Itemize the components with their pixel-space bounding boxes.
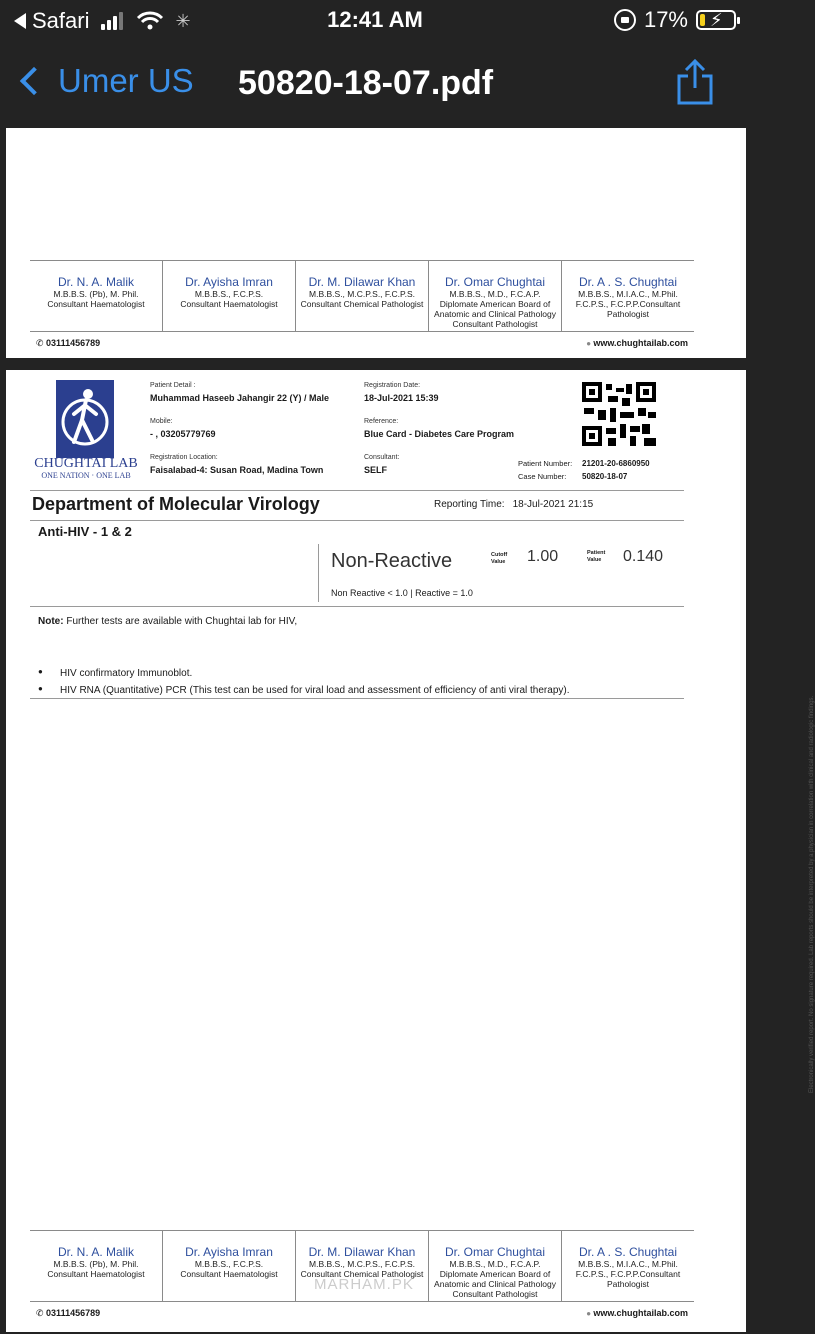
pdf-page-previous[interactable] xyxy=(6,128,746,358)
back-button-label: Umer US xyxy=(58,62,194,99)
cutoff-value: 1.00 xyxy=(527,548,559,565)
contact-website: ● www.chughtailab.com xyxy=(586,338,688,349)
patient-number: 21201-20-6860950 xyxy=(582,459,650,468)
list-item: ● HIV RNA (Quantitative) PCR (This test can be used for viral load and assessment of efficiency of anti viral therapy). xyxy=(38,685,569,696)
case-number-label: Case Number: xyxy=(518,472,567,481)
doctor-card: Dr. N. A. Malik M.B.B.S. (Pb), M. Phil. Consultant Haematologist xyxy=(30,261,163,331)
patient-mobile: Mobile: - , 03205779769 xyxy=(150,418,216,439)
note: Note: Further tests are available with Chughtai lab for HIV, xyxy=(38,616,298,627)
back-button[interactable] xyxy=(16,62,194,100)
result-panel xyxy=(318,544,684,602)
test-result: Non-Reactive xyxy=(331,550,453,572)
contact-phone: ✆ 03111456789 xyxy=(36,338,101,348)
status-time: 12:41 AM xyxy=(327,7,423,32)
doctor-card: Dr. A . S. Chughtai M.B.B.S., M.I.A.C., M.Phil. F.C.P.S., F.C.P.P.Consultant Pathologist xyxy=(575,1245,681,1289)
department-title: Department of Molecular Virology xyxy=(32,494,320,514)
doctor-card: Dr. A . S. Chughtai M.B.B.S., M.I.A.C., M.Phil. F.C.P.S., F.C.P.P.Consultant Pathologist xyxy=(575,275,681,319)
status-bar xyxy=(0,0,750,40)
pdf-page-report[interactable] xyxy=(6,370,815,1332)
navigation-bar xyxy=(0,44,750,126)
doctors-footer xyxy=(30,260,694,349)
doctors-footer xyxy=(30,1230,694,1319)
cutoff-label: Cutoff Value xyxy=(491,552,508,565)
consultant: Consultant: SELF xyxy=(364,454,400,475)
reporting-time: Reporting Time: 18-Jul-2021 21:15 xyxy=(434,499,594,510)
list-item: ● HIV confirmatory Immunoblot. xyxy=(38,668,569,679)
doctor-card: Dr. Ayisha Imran M.B.B.S., F.C.P.S. Consultant Haematologist xyxy=(163,1231,296,1301)
contact-phone: ✆ 03111456789 xyxy=(36,1308,101,1318)
doctor-card: Dr. Ayisha Imran M.B.B.S., F.C.P.S. Consultant Haematologist xyxy=(163,261,296,331)
doctor-card: Dr. M. Dilawar Khan M.B.B.S., M.C.P.S., F.C.P.S. Consultant Chemical Pathologist xyxy=(296,1231,429,1301)
contact-website: ● www.chughtailab.com xyxy=(586,1308,688,1319)
reference: Reference: Blue Card - Diabetes Care Program xyxy=(364,418,515,439)
battery-percent: 17% xyxy=(643,7,688,32)
patient-number-label: Patient Number: xyxy=(518,459,573,468)
registration-location: Registration Location: Faisalabad-4: Susan Road, Madina Town xyxy=(150,454,324,475)
document-title: 50820-18-07.pdf xyxy=(238,64,494,102)
doctor-card: Dr. Omar Chughtai M.B.B.S., M.D., F.C.A.P. Diplomate American Board of Anatomic and Clinical Pathology Consultant Pathologist xyxy=(429,261,562,331)
lab-name: CHUGHTAI LAB ONE NATION · ONE LAB xyxy=(34,456,138,480)
verification-note: Electronically verified report. No signature required. Lab reports should be interpreted by a physician in correlation with clinical and radiologic findings. xyxy=(809,695,815,1093)
battery-icon: ⚡ xyxy=(696,10,736,30)
patient-value: 0.140 xyxy=(623,548,664,565)
doctor-card: Dr. N. A. Malik M.B.B.S. (Pb), M. Phil. Consultant Haematologist xyxy=(30,1231,163,1301)
qr-code-icon xyxy=(582,382,656,446)
patient-value-label: Patient Value xyxy=(587,550,606,563)
watermark: MARHAM.PK xyxy=(314,1276,414,1293)
doctor-card: Dr. M. Dilawar Khan M.B.B.S., M.C.P.S., F.C.P.S. Consultant Chemical Pathologist xyxy=(296,261,429,331)
back-app-label: Safari xyxy=(32,8,90,33)
test-name: Anti-HIV - 1 & 2 xyxy=(38,524,132,539)
orientation-lock-icon xyxy=(614,9,636,31)
reference-range: Non Reactive < 1.0 | Reactive = 1.0 xyxy=(331,588,473,598)
registration-date: Registration Date: 18-Jul-2021 15:39 xyxy=(364,382,439,403)
chevron-left-icon xyxy=(20,67,48,95)
lab-logo-walking-man-icon xyxy=(56,380,114,458)
doctor-card: Dr. Omar Chughtai M.B.B.S., M.D., F.C.A.P. Diplomate American Board of Anatomic and Clinical Pathology Consultant Pathologist xyxy=(429,1231,562,1301)
case-number: 50820-18-07 xyxy=(582,472,628,481)
activity-spinner-icon: ✳ xyxy=(175,10,191,31)
recommendation-list xyxy=(38,668,569,702)
share-icon[interactable] xyxy=(676,58,714,106)
patient-detail: Patient Detail : Muhammad Haseeb Jahangir 22 (Y) / Male xyxy=(150,382,330,403)
